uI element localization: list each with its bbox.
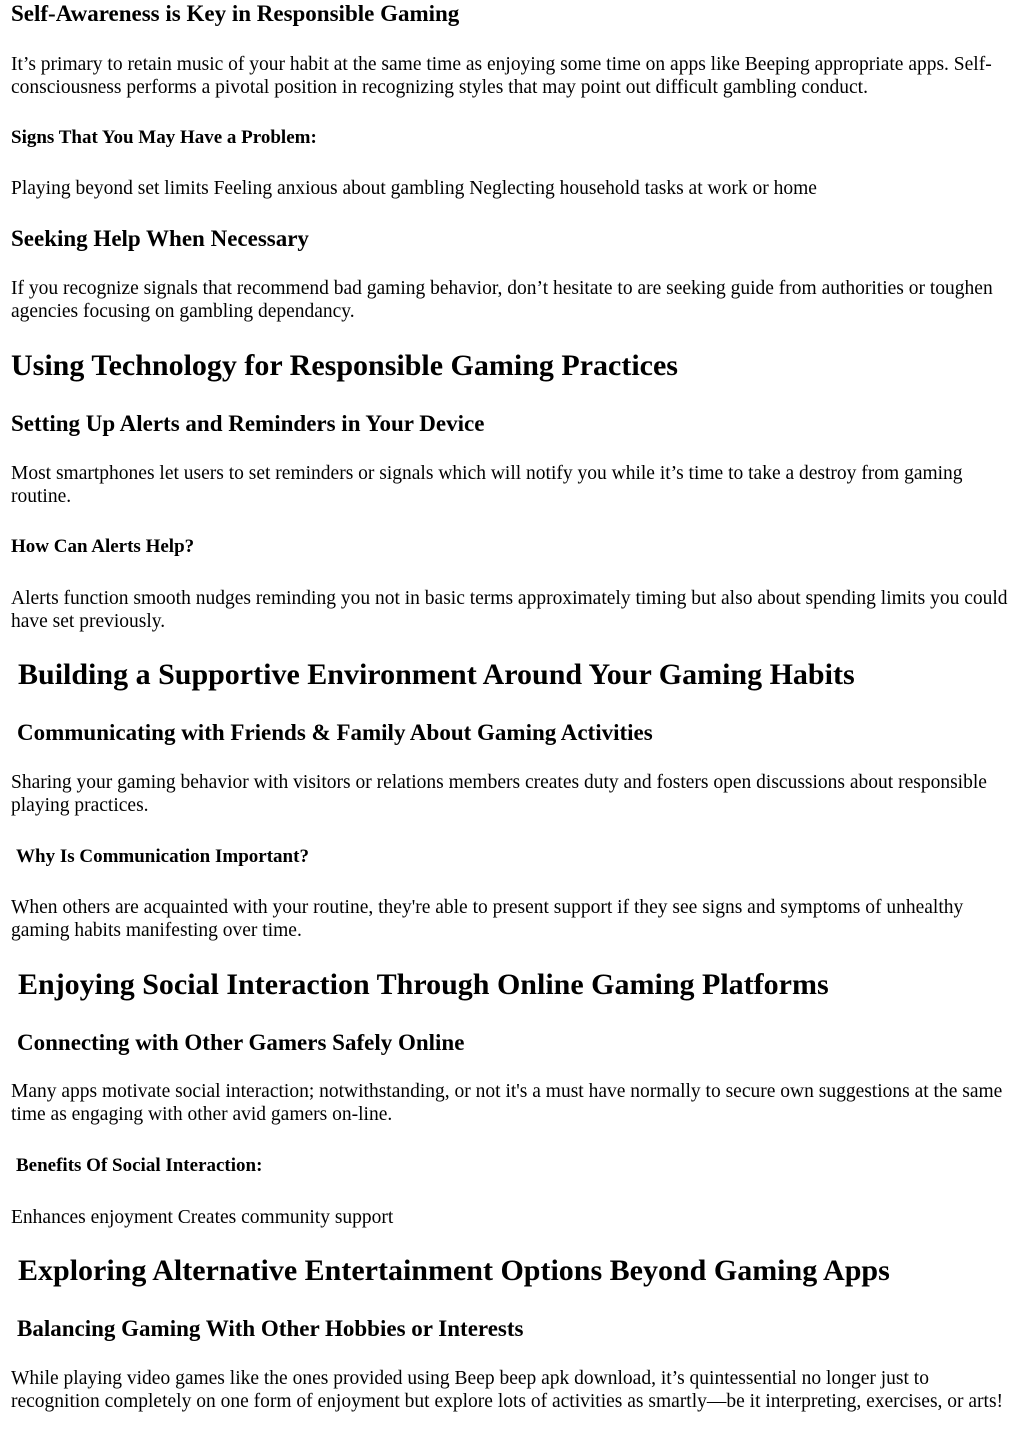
heading-seeking-help: Seeking Help When Necessary bbox=[11, 226, 309, 251]
paragraph-balancing-hobbies: While playing video games like the ones provided using Beep beep apk download, it’s quintessential no longer just to recognition completely on one form of enjoyment but explore lots of activities as smartly—be it interpreting, exercises, or arts! bbox=[11, 1368, 1004, 1412]
subheading-why-communication: Why Is Communication Important? bbox=[16, 846, 309, 867]
list-signs-problem: Playing beyond set limits Feeling anxious about gambling Neglecting household tasks at work or home bbox=[11, 178, 817, 199]
paragraph-self-awareness: It’s primary to retain music of your habit at the same time as enjoying some time on apps like Beeping appropriate apps. Self-consciousness performs a pivotal position in recognizing styles that may point out difficult gambling conduct. bbox=[11, 54, 992, 98]
paragraph-why-communication: When others are acquainted with your routine, they're able to present support if they see signs and symptoms of unhealthy gaming habits manifesting over time. bbox=[11, 897, 964, 941]
heading-alerts-reminders: Setting Up Alerts and Reminders in Your Device bbox=[11, 411, 485, 436]
paragraph-seeking-help: If you recognize signals that recommend bad gaming behavior, don’t hesitate to are seeking guide from authorities or toughen agencies focusing on gambling dependancy. bbox=[11, 278, 993, 322]
subheading-benefits-social: Benefits Of Social Interaction: bbox=[16, 1155, 263, 1176]
paragraph-connecting-gamers: Many apps motivate social interaction; notwithstanding, or not it's a must have normally to secure own suggestions at the same time as engaging with other avid gamers on-line. bbox=[11, 1081, 1003, 1125]
paragraph-alerts-reminders: Most smartphones let users to set reminders or signals which will notify you while it’s time to take a destroy from gaming routine. bbox=[11, 463, 963, 507]
subheading-how-alerts-help: How Can Alerts Help? bbox=[11, 536, 195, 557]
heading-connecting-gamers: Connecting with Other Gamers Safely Online bbox=[17, 1030, 465, 1055]
paragraph-how-alerts-help: Alerts function smooth nudges reminding you not in basic terms approximately timing but also about spending limits you could have set previously. bbox=[11, 588, 1008, 632]
heading-self-awareness: Self-Awareness is Key in Responsible Gaming bbox=[11, 1, 460, 26]
heading-balancing-hobbies: Balancing Gaming With Other Hobbies or Interests bbox=[17, 1316, 524, 1341]
title-alternative-entertainment: Exploring Alternative Entertainment Options Beyond Gaming Apps bbox=[18, 1254, 890, 1287]
heading-communicating-family: Communicating with Friends & Family About Gaming Activities bbox=[17, 720, 653, 745]
list-benefits-social: Enhances enjoyment Creates community support bbox=[11, 1207, 394, 1228]
title-supportive-environment: Building a Supportive Environment Around Your Gaming Habits bbox=[18, 658, 855, 691]
subheading-signs-problem: Signs That You May Have a Problem: bbox=[11, 127, 317, 148]
paragraph-communicating-family: Sharing your gaming behavior with visitors or relations members creates duty and fosters open discussions about responsible playing practices. bbox=[11, 772, 987, 816]
title-social-interaction: Enjoying Social Interaction Through Online Gaming Platforms bbox=[18, 968, 829, 1001]
title-using-technology: Using Technology for Responsible Gaming Practices bbox=[11, 349, 678, 382]
